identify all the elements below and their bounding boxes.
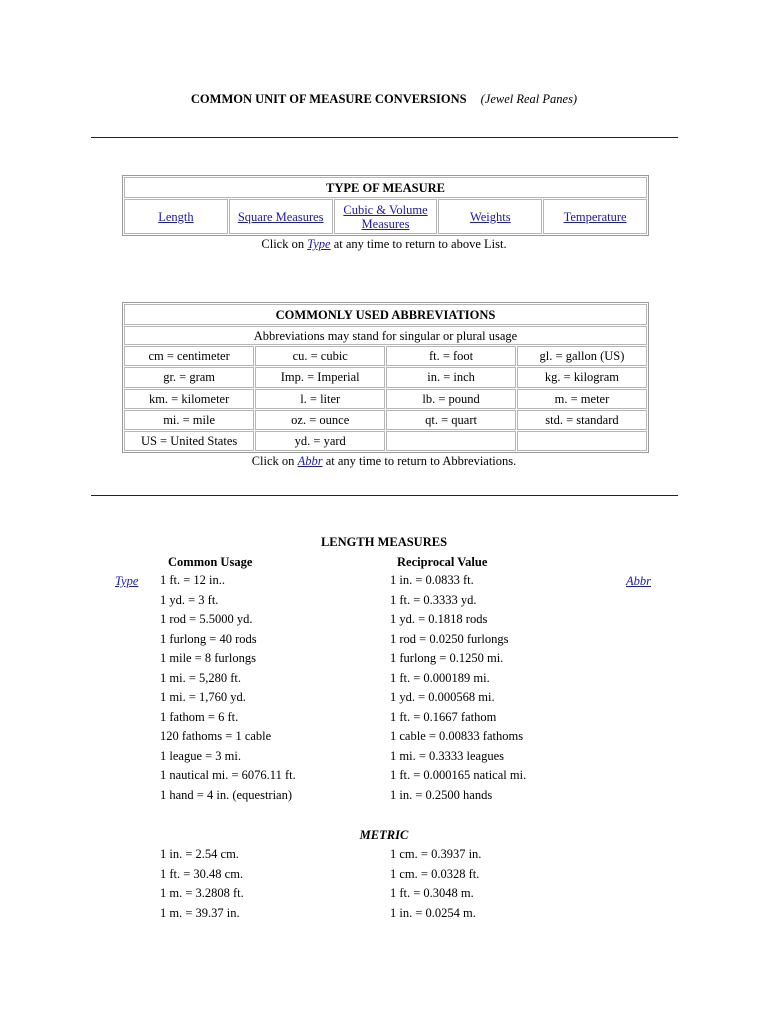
link-square-measures[interactable]: Square Measures xyxy=(237,209,324,224)
type-cell-cubic xyxy=(334,199,438,234)
type-of-measure-table xyxy=(122,175,649,236)
document-title: COMMON UNIT OF MEASURE CONVERSIONS xyxy=(190,92,467,106)
abbr-note-link[interactable]: Abbr xyxy=(297,454,323,468)
reciprocal-item: 1 ft. = 0.3333 yd. xyxy=(390,592,477,607)
abbr-cell: in. = inch xyxy=(386,367,516,387)
reciprocal-item: 1 mi. = 0.3333 leagues xyxy=(390,748,504,763)
page-title xyxy=(0,92,768,107)
reciprocal-value-list xyxy=(390,571,526,805)
conversion-item: 1 ft. = 12 in.. xyxy=(160,573,226,587)
type-cell-weights xyxy=(438,199,542,234)
conversion-item: 1 nautical mi. = 6076.11 ft. xyxy=(160,768,296,782)
abbr-cell: km. = kilometer xyxy=(124,389,254,409)
common-usage-heading: Common Usage xyxy=(168,555,253,569)
abbr-link[interactable]: Abbr xyxy=(626,574,651,588)
abbr-cell: l. = liter xyxy=(255,389,385,409)
abbr-cell: gr. = gram xyxy=(124,367,254,387)
reciprocal-item: 1 rod = 0.0250 furlongs xyxy=(390,631,509,646)
link-temperature[interactable]: Temperature xyxy=(563,209,627,224)
abbr-cell: mi. = mile xyxy=(124,410,254,430)
metric-reciprocal-item: 1 cm. = 0.0328 ft. xyxy=(390,866,480,881)
abbr-table-heading: COMMONLY USED ABBREVIATIONS xyxy=(124,304,647,325)
type-cell-length xyxy=(124,199,228,234)
common-usage-list xyxy=(160,571,296,805)
metric-conversion-item: 1 ft. = 30.48 cm. xyxy=(160,866,244,881)
abbr-cell: gl. = gallon (US) xyxy=(517,346,647,366)
reciprocal-item: 1 in. = 0.2500 hands xyxy=(390,787,493,802)
divider xyxy=(91,137,678,138)
conversion-item: 1 hand = 4 in. (equestrian) xyxy=(160,787,293,802)
conversion-item: 1 league = 3 mi. xyxy=(160,748,241,763)
abbr-cell: US = United States xyxy=(124,431,254,451)
abbr-cell: yd. = yard xyxy=(255,431,385,451)
metric-reciprocal-item: 1 ft. = 0.3048 m. xyxy=(390,886,474,900)
divider xyxy=(91,495,678,496)
link-cubic-volume-measures[interactable]: Cubic & Volume Measures xyxy=(343,202,428,231)
type-table-heading: TYPE OF MEASURE xyxy=(124,177,647,198)
metric-conversion-item: 1 m. = 3.2808 ft. xyxy=(160,886,244,900)
abbr-cell: qt. = quart xyxy=(386,410,516,430)
reciprocal-item: 1 yd. = 0.000568 mi. xyxy=(390,690,495,704)
abbr-cell: cm = centimeter xyxy=(124,346,254,366)
type-cell-temperature xyxy=(543,199,647,234)
link-length[interactable]: Length xyxy=(158,209,194,224)
metric-conversion-item: 1 in. = 2.54 cm. xyxy=(160,847,239,861)
abbr-cell: ft. = foot xyxy=(386,346,516,366)
reciprocal-item: 1 in. = 0.0833 ft. xyxy=(390,573,474,587)
reciprocal-value-heading: Reciprocal Value xyxy=(397,555,488,569)
reciprocal-item: 1 yd. = 0.1818 rods xyxy=(390,612,488,626)
abbr-cell: std. = standard xyxy=(517,410,647,430)
metric-reciprocal-item: 1 cm. = 0.3937 in. xyxy=(390,847,482,861)
reciprocal-item: 1 ft. = 0.1667 fathom xyxy=(390,709,497,724)
metric-reciprocal-list xyxy=(390,845,481,923)
type-cell-square xyxy=(229,199,333,234)
conversion-item: 1 yd. = 3 ft. xyxy=(160,592,219,607)
abbreviations-table xyxy=(122,302,649,453)
conversion-item: 1 rod = 5.5000 yd. xyxy=(160,612,253,626)
reciprocal-item: 1 furlong = 0.1250 mi. xyxy=(390,651,504,665)
metric-reciprocal-item: 1 in. = 0.0254 m. xyxy=(390,905,476,920)
metric-common-list xyxy=(160,845,244,923)
conversion-item: 1 fathom = 6 ft. xyxy=(160,709,239,724)
abbr-cell: cu. = cubic xyxy=(255,346,385,366)
conversion-item: 1 mi. = 5,280 ft. xyxy=(160,670,242,685)
abbr-cell xyxy=(386,431,516,451)
type-note-link[interactable]: Type xyxy=(307,237,331,251)
abbr-cell: kg. = kilogram xyxy=(517,367,647,387)
conversion-item: 1 furlong = 40 rods xyxy=(160,631,257,646)
type-note: Click on Type at any time to return to above List. xyxy=(261,237,507,251)
length-heading: LENGTH MEASURES xyxy=(320,535,448,549)
abbr-note: Click on Abbr at any time to return to Abbreviations. xyxy=(251,454,517,468)
abbr-cell: m. = meter xyxy=(517,389,647,409)
abbr-cell: Imp. = Imperial xyxy=(255,367,385,387)
link-weights[interactable]: Weights xyxy=(469,209,511,224)
metric-conversion-item: 1 m. = 39.37 in. xyxy=(160,905,240,920)
metric-heading: METRIC xyxy=(359,828,409,842)
type-link[interactable]: Type xyxy=(115,574,139,588)
abbr-cell xyxy=(517,431,647,451)
reciprocal-item: 1 ft. = 0.000165 natical mi. xyxy=(390,768,527,782)
abbr-cell: oz. = ounce xyxy=(255,410,385,430)
conversion-item: 1 mi. = 1,760 yd. xyxy=(160,690,246,704)
abbr-cell: lb. = pound xyxy=(386,389,516,409)
conversion-item: 120 fathoms = 1 cable xyxy=(160,729,272,743)
reciprocal-item: 1 cable = 0.00833 fathoms xyxy=(390,729,524,743)
reciprocal-item: 1 ft. = 0.000189 mi. xyxy=(390,670,490,685)
conversion-item: 1 mile = 8 furlongs xyxy=(160,651,256,665)
abbr-table-subheading: Abbreviations may stand for singular or plural usage xyxy=(124,326,647,345)
document-subtitle: (Jewel Real Panes) xyxy=(480,92,578,106)
